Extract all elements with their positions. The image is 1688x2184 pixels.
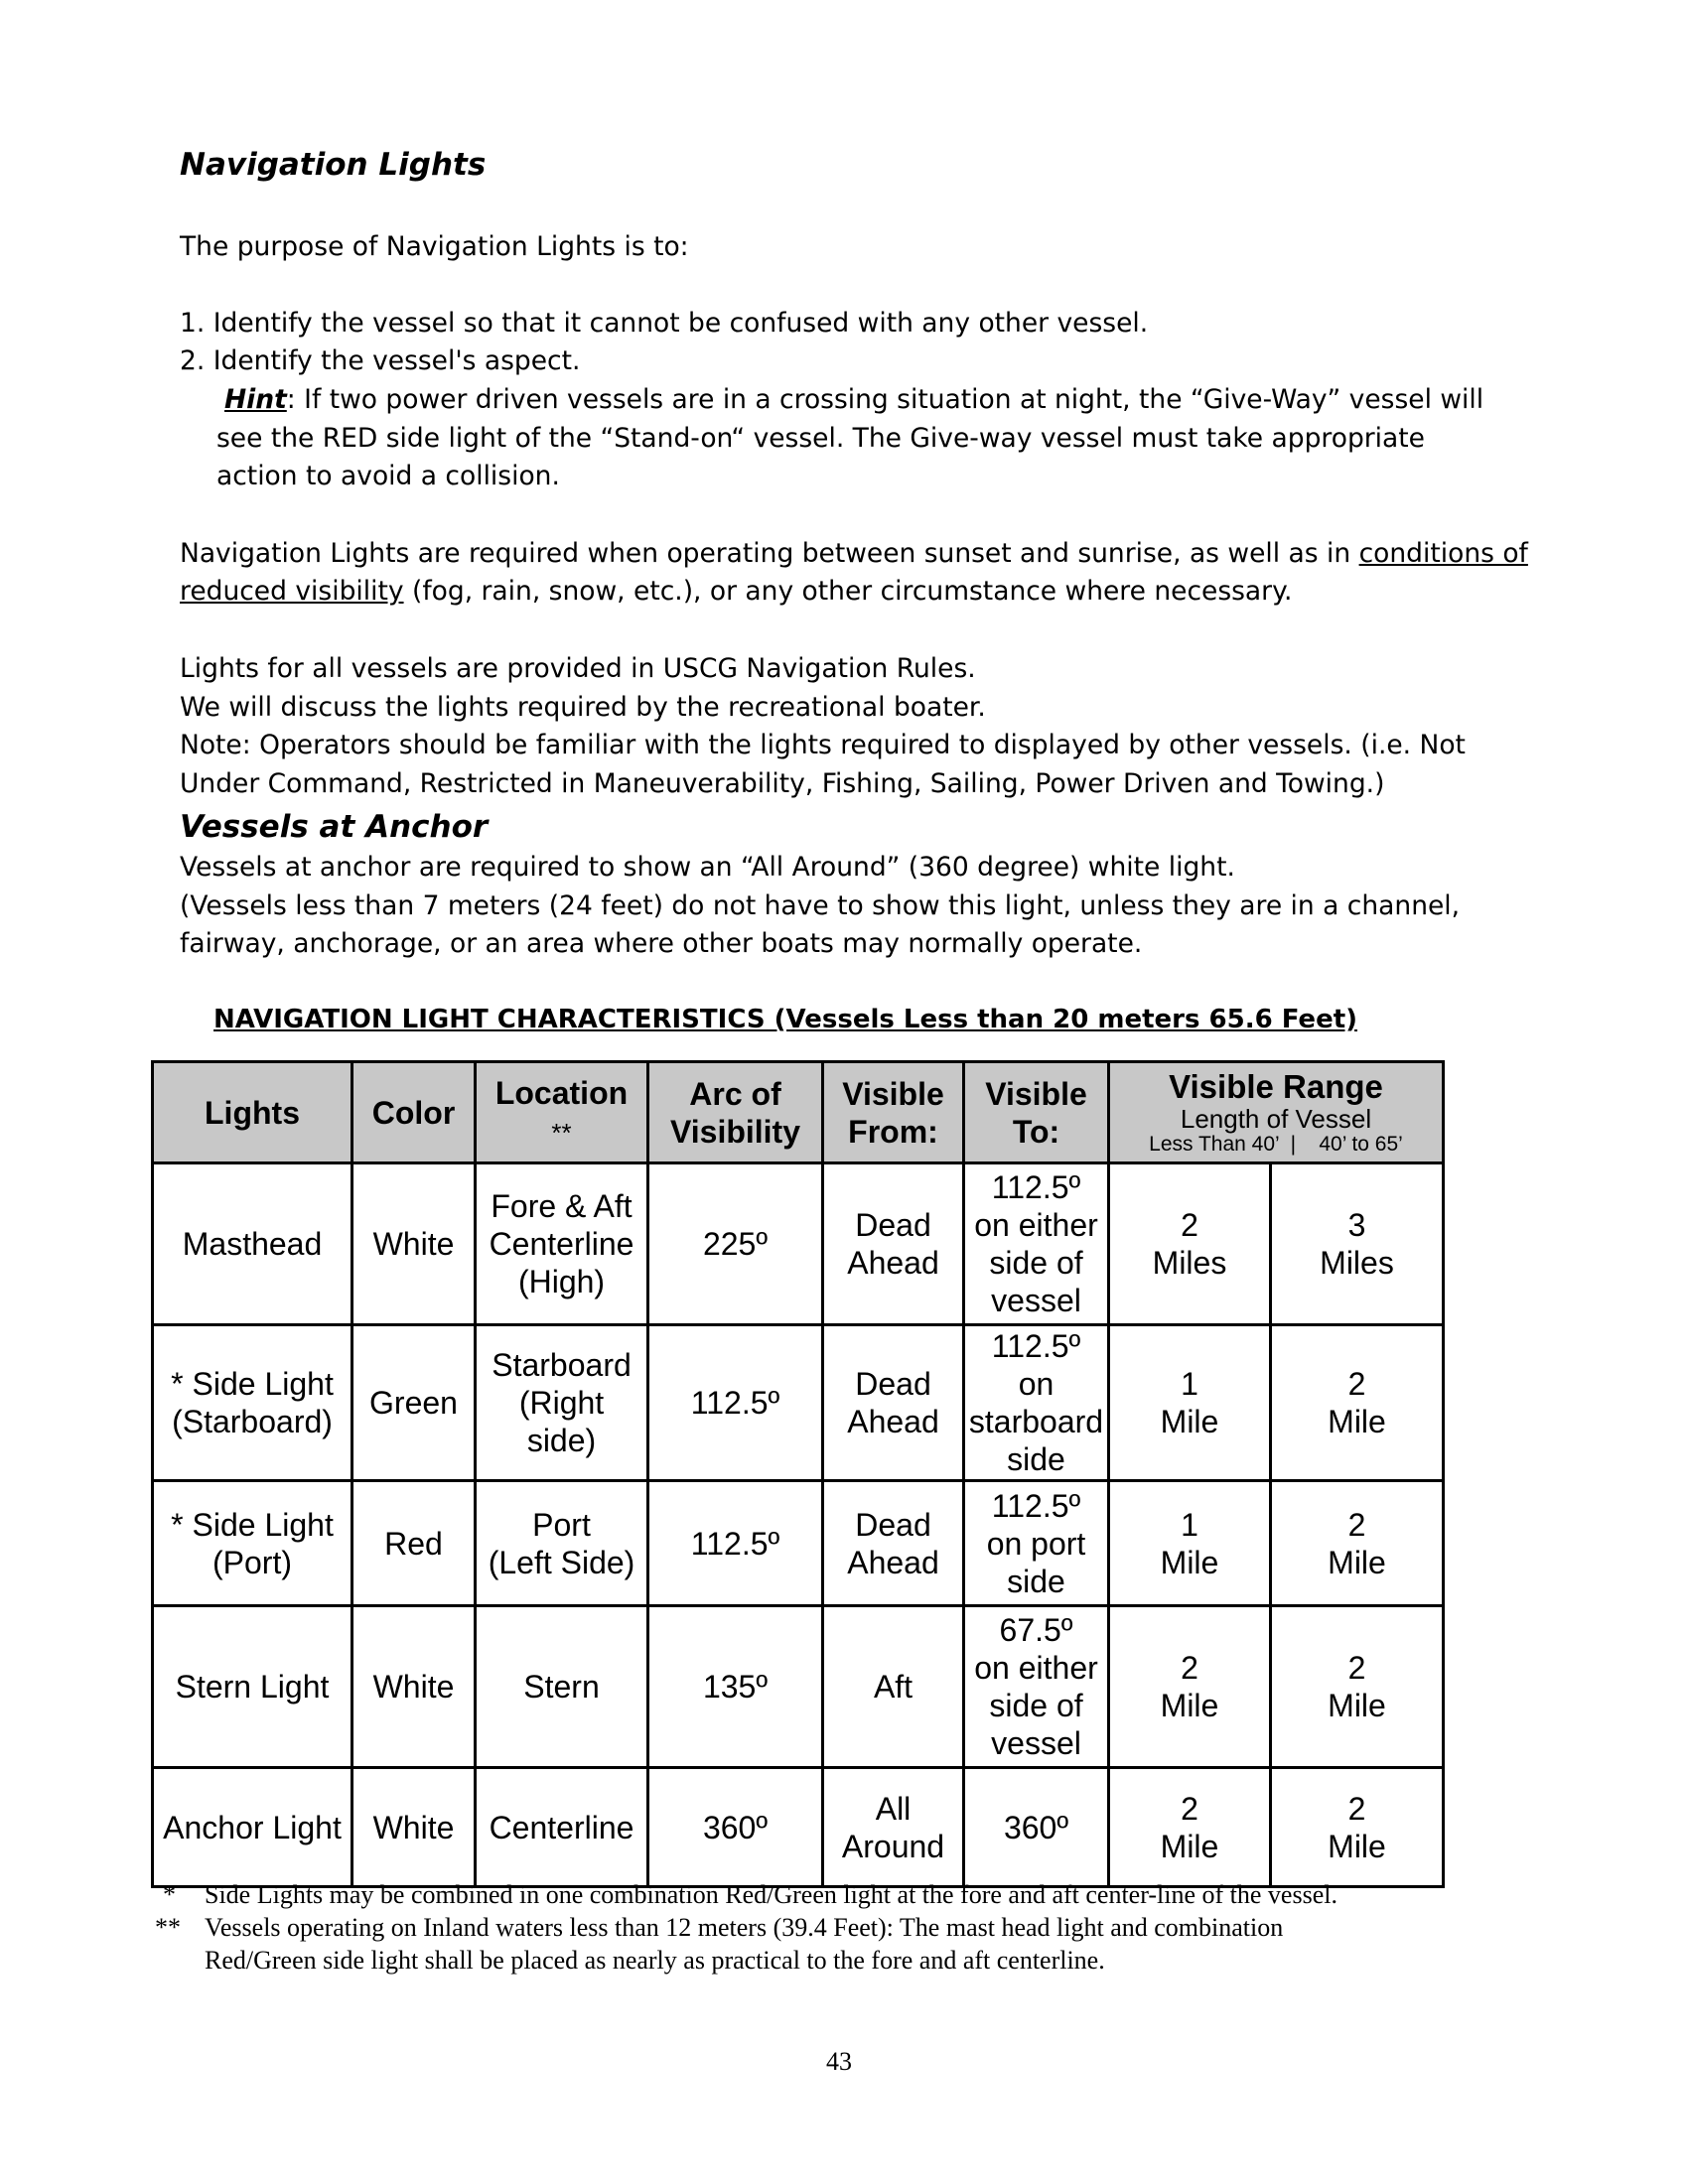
table-title: NAVIGATION LIGHT CHARACTERISTICS (Vessels Less than 20 meters 65.6 Feet) bbox=[213, 1005, 1358, 1034]
header-visible-from: Visible From: bbox=[823, 1062, 964, 1163]
cell-visible-from: Dead Ahead bbox=[823, 1481, 964, 1606]
cell-visible-to: 360º bbox=[964, 1768, 1109, 1887]
page-number: 43 bbox=[826, 2047, 852, 2076]
footnote-text: Vessels operating on Inland waters less than 12 meters (39.4 Feet): The mast head light and combination bbox=[205, 1913, 1284, 1942]
cell-range-under-40: 2 Miles bbox=[1109, 1163, 1271, 1325]
cell-color: White bbox=[352, 1606, 476, 1768]
cell-color: Red bbox=[352, 1481, 476, 1606]
cell-location: Stern bbox=[476, 1606, 648, 1768]
cell-visible-to: 67.5º on either side of vessel bbox=[964, 1606, 1109, 1768]
required-line bbox=[180, 537, 1528, 571]
cell-light: Masthead bbox=[153, 1163, 352, 1325]
table-row bbox=[153, 1481, 1444, 1606]
cell-visible-from: Dead Ahead bbox=[823, 1325, 964, 1481]
section-heading: Vessels at Anchor bbox=[180, 809, 489, 845]
cell-location: Port (Left Side) bbox=[476, 1481, 648, 1606]
paragraph-line: Under Command, Restricted in Maneuverability, Fishing, Sailing, Power Driven and Towing.) bbox=[180, 768, 1385, 799]
intro-text: The purpose of Navigation Lights is to: bbox=[180, 231, 689, 262]
hint-label: Hint bbox=[224, 384, 287, 415]
cell-color: White bbox=[352, 1768, 476, 1887]
required-text: Navigation Lights are required when operating between sunset and sunrise, as well as in bbox=[180, 538, 1359, 569]
table-row bbox=[153, 1606, 1444, 1768]
table-row bbox=[153, 1163, 1444, 1325]
cell-visible-from: All Around bbox=[823, 1768, 964, 1887]
paragraph-line: (Vessels less than 7 meters (24 feet) do not have to show this light, unless they are in a channel, bbox=[180, 890, 1461, 921]
cell-light: Stern Light bbox=[153, 1606, 352, 1768]
cell-visible-from: Dead Ahead bbox=[823, 1163, 964, 1325]
cell-arc: 360º bbox=[648, 1768, 823, 1887]
underlined-text: reduced visibility bbox=[180, 576, 404, 607]
cell-light: * Side Light (Starboard) bbox=[153, 1325, 352, 1481]
table-header-row bbox=[153, 1062, 1444, 1163]
cell-visible-from: Aft bbox=[823, 1606, 964, 1768]
cell-visible-to: 112.5º on either side of vessel bbox=[964, 1163, 1109, 1325]
paragraph-line: fairway, anchorage, or an area where other boats may normally operate. bbox=[180, 928, 1143, 959]
header-color: Color bbox=[352, 1062, 476, 1163]
footnote-text: Red/Green side light shall be placed as nearly as practical to the fore and aft centerline. bbox=[205, 1946, 1105, 1975]
cell-visible-to: 112.5º on port side bbox=[964, 1481, 1109, 1606]
header-location: Location ** bbox=[476, 1062, 648, 1163]
cell-range-under-40: 1 Mile bbox=[1109, 1325, 1271, 1481]
footnote-text: Side Lights may be combined in one combination Red/Green light at the fore and aft center-line of the vessel. bbox=[205, 1880, 1337, 1909]
header-visible-range: Visible Range Length of Vessel Less Than 40’ | 40’ to 65’ bbox=[1109, 1062, 1444, 1163]
paragraph-line: We will discuss the lights required by the recreational boater. bbox=[180, 692, 986, 723]
footnote-mark: ** bbox=[155, 1913, 181, 1942]
cell-location: Fore & Aft Centerline (High) bbox=[476, 1163, 648, 1325]
header-arc: Arc of Visibility bbox=[648, 1062, 823, 1163]
cell-range-40-to-65: 3 Miles bbox=[1271, 1163, 1444, 1325]
table-row bbox=[153, 1768, 1444, 1887]
cell-range-40-to-65: 2 Mile bbox=[1271, 1606, 1444, 1768]
cell-arc: 135º bbox=[648, 1606, 823, 1768]
cell-light: * Side Light (Port) bbox=[153, 1481, 352, 1606]
cell-location: Starboard (Right side) bbox=[476, 1325, 648, 1481]
required-line bbox=[180, 575, 1292, 609]
cell-range-under-40: 1 Mile bbox=[1109, 1481, 1271, 1606]
cell-range-under-40: 2 Mile bbox=[1109, 1768, 1271, 1887]
hint-text: see the RED side light of the “Stand-on“ vessel. The Give-way vessel must take appropriate bbox=[216, 423, 1425, 454]
page-heading: Navigation Lights bbox=[180, 147, 487, 183]
hint-colon: : bbox=[286, 384, 296, 415]
hint-text: action to avoid a collision. bbox=[216, 461, 560, 491]
required-text: (fog, rain, snow, etc.), or any other circumstance where necessary. bbox=[403, 576, 1293, 607]
header-visible-to: Visible To: bbox=[964, 1062, 1109, 1163]
cell-color: Green bbox=[352, 1325, 476, 1481]
underlined-text: conditions of bbox=[1358, 538, 1528, 569]
hint-text: If two power driven vessels are in a crossing situation at night, the “Give-Way” vessel will bbox=[295, 384, 1484, 415]
cell-arc: 225º bbox=[648, 1163, 823, 1325]
cell-arc: 112.5º bbox=[648, 1481, 823, 1606]
cell-range-40-to-65: 2 Mile bbox=[1271, 1768, 1444, 1887]
footnote-mark: * bbox=[163, 1880, 176, 1909]
navigation-lights-table bbox=[151, 1060, 1445, 1888]
cell-color: White bbox=[352, 1163, 476, 1325]
paragraph-line: Note: Operators should be familiar with the lights required to displayed by other vessels. (i.e. Not bbox=[180, 730, 1466, 760]
hint-line bbox=[224, 383, 1483, 417]
table-row bbox=[153, 1325, 1444, 1481]
list-item: 1. Identify the vessel so that it cannot be confused with any other vessel. bbox=[180, 308, 1149, 339]
paragraph-line: Vessels at anchor are required to show an “All Around” (360 degree) white light. bbox=[180, 852, 1235, 883]
cell-range-40-to-65: 2 Mile bbox=[1271, 1325, 1444, 1481]
header-lights: Lights bbox=[153, 1062, 352, 1163]
cell-arc: 112.5º bbox=[648, 1325, 823, 1481]
cell-light: Anchor Light bbox=[153, 1768, 352, 1887]
cell-location: Centerline bbox=[476, 1768, 648, 1887]
paragraph-line: Lights for all vessels are provided in USCG Navigation Rules. bbox=[180, 653, 976, 684]
list-item: 2. Identify the vessel's aspect. bbox=[180, 345, 581, 376]
cell-visible-to: 112.5º on starboard side bbox=[964, 1325, 1109, 1481]
cell-range-40-to-65: 2 Mile bbox=[1271, 1481, 1444, 1606]
cell-range-under-40: 2 Mile bbox=[1109, 1606, 1271, 1768]
